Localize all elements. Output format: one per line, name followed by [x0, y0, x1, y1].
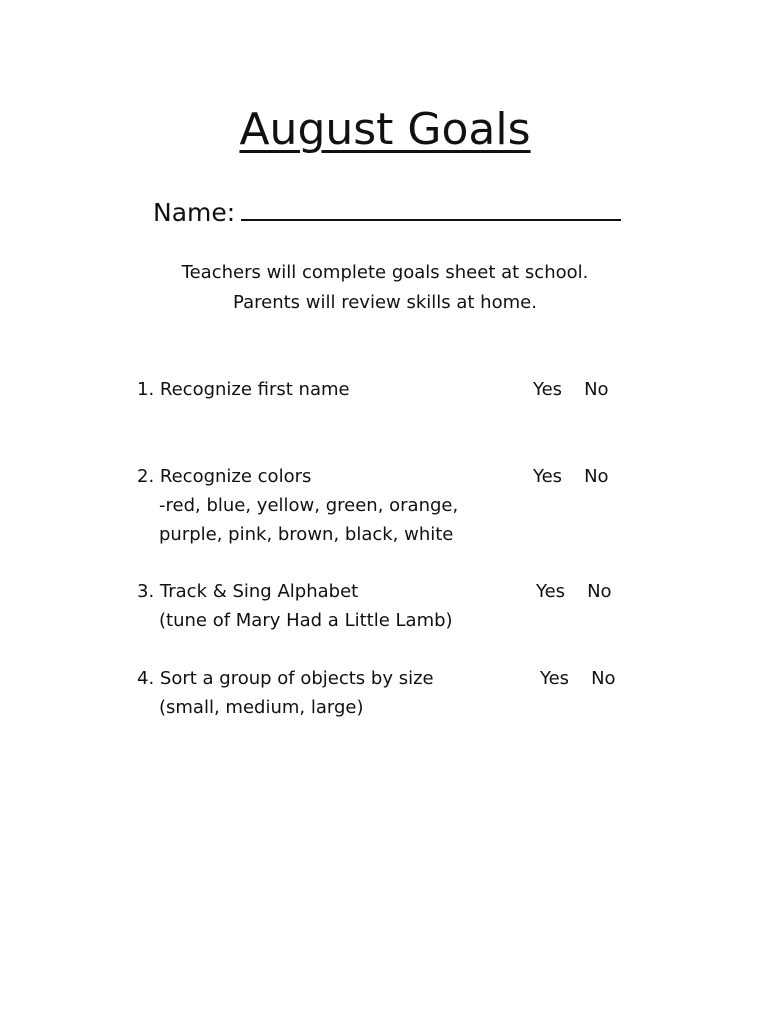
goal-4-no: No [591, 668, 616, 689]
goal-2-no: No [584, 466, 609, 487]
goal-1-text: 1. Recognize first name [137, 379, 350, 400]
goal-4-yes: Yes [540, 668, 570, 689]
goal-4-answer [540, 664, 616, 693]
page-title [0, 100, 770, 160]
goal-1-answer [533, 375, 609, 404]
goal-2-yes: Yes [533, 466, 563, 487]
instructions [0, 258, 770, 318]
goal-item-1 [137, 375, 350, 404]
goal-2-text: 2. Recognize colors [137, 466, 312, 487]
goal-3-no: No [587, 581, 612, 602]
goal-item-3 [137, 577, 453, 635]
name-blank-line [241, 219, 621, 221]
goal-2-detail-2: purple, pink, brown, black, white [159, 524, 454, 545]
goal-item-4 [137, 664, 434, 722]
instruction-line-1: Teachers will complete goals sheet at school. [181, 262, 589, 283]
goal-3-detail-1: (tune of Mary Had a Little Lamb) [159, 610, 453, 631]
goal-1-yes: Yes [533, 379, 563, 400]
goal-3-answer [536, 577, 612, 606]
goal-3-text: 3. Track & Sing Alphabet [137, 581, 359, 602]
goal-3-yes: Yes [536, 581, 566, 602]
title-text: August Goals [239, 104, 531, 155]
name-label: Name: [153, 198, 236, 227]
goal-item-2 [137, 462, 458, 549]
goal-4-detail-1: (small, medium, large) [159, 697, 364, 718]
goal-2-answer [533, 462, 609, 491]
goal-2-detail-1: -red, blue, yellow, green, orange, [159, 495, 459, 516]
instruction-line-2: Parents will review skills at home. [233, 292, 537, 313]
name-field-row [153, 194, 621, 232]
goal-4-text: 4. Sort a group of objects by size [137, 668, 434, 689]
goal-1-no: No [584, 379, 609, 400]
